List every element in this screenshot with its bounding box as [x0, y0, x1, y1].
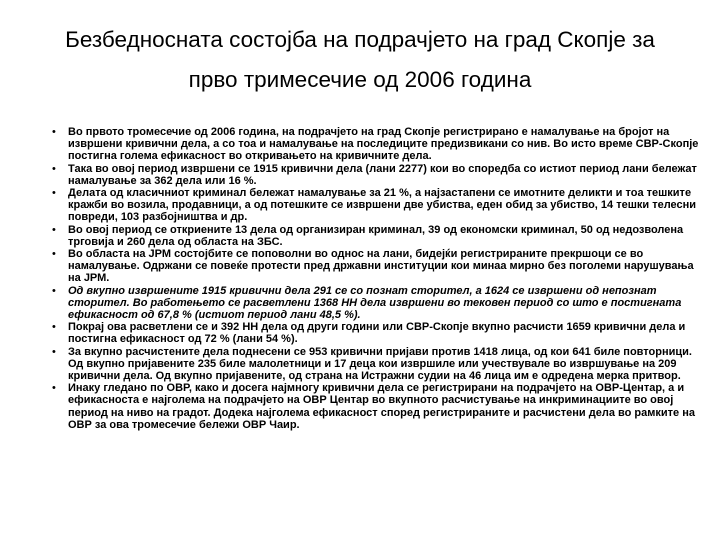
bullet-text: Инаку гледано по ОВР, како и досега најмногу кривични дела се регистрирани на подрачјето на ОВР-Центар, а и ефикасноста е најголема на подрачјето на ОВР Центар во вкупното расчистување на инкриминациите во овој период на ниво на градот. Додека најголема ефикасност според регистрираните и расчистени дела во рамките на ОВР за ова тромесечие бележи ОВР Чаир.: [68, 382, 695, 431]
bullet-dot-icon: •: [52, 382, 56, 395]
bullet-list: [48, 126, 708, 431]
bullet-dot-icon: •: [52, 187, 56, 200]
bullet-dot-icon: •: [52, 248, 56, 261]
bullet-text: Така во овој период извршени се 1915 кривични дела (лани 2277) кои во споредба со истиот период лани бележат намалување за 362 дела или 16 %.: [68, 162, 697, 187]
bullet-item: [48, 321, 708, 345]
bullet-item: [48, 285, 708, 322]
bullet-text: Во овој период се откриените 13 дела од организиран криминал, 39 од економски криминал, 50 од недозволена трговија и 260 дела од областа на ЗБС.: [68, 223, 684, 248]
bullet-text: Во првото тромесечие од 2006 година, на подрачјето на град Скопје регистрирано е намалување на бројот на извршени кривични дела, а со тоа и намалување на последиците предизвикани со нив. Во исто време СВР-Скопје постигна голема ефикасност во откривањето на кривичните дела.: [68, 126, 699, 163]
bullet-text: Делата од класичниот криминал бележат намалување за 21 %, а најзастапени се имотните деликти и тоа тешките кражби во возила, продавници, а од потешките се извршени две убиства, еден обид за убиство, 14 тешки телесни повреди, 103 разбојништва и др.: [68, 187, 697, 224]
bullet-dot-icon: •: [52, 162, 56, 175]
bullet-text: Од вкупно извршените 1915 кривични дела 291 се со познат сторител, а 1624 се извршени од непознат сторител. Во работењето се расветлени 1368 НН дела извршени во тековен период со што е постигната ефикасност од 67,8 % (истиот период лани 48,5 %).: [68, 284, 682, 322]
bullet-dot-icon: •: [52, 126, 56, 138]
bullet-text: Покрај ова расветлени се и 392 НН дела од други години или СВР-Скопје вкупно расчисти 1659 кривични дела и постигна ефикасност од 72 % (лани 54 %).: [68, 321, 686, 346]
bullet-dot-icon: •: [52, 223, 56, 236]
slide-title-line-2: прво тримесечие од 2006 година: [188, 67, 532, 92]
bullet-item: [48, 187, 708, 224]
bullet-text: Во областа на ЈРМ состојбите се поповолни во однос на лани, бидејќи регистрираните прекршоци се во намалување. Одржани се повеќе протести пред државни институции кои минаа мирно без поголеми нарушувања на ЈРМ.: [68, 248, 694, 285]
bullet-dot-icon: •: [52, 345, 56, 358]
slide-title: [30, 20, 690, 100]
slide-title-line-1: Безбедносната состојба на подрачјето на град Скопје за: [65, 27, 655, 52]
bullet-dot-icon: •: [52, 321, 56, 334]
bullet-item: [48, 248, 708, 285]
bullet-item: [48, 382, 708, 431]
bullet-dot-icon: •: [52, 284, 56, 297]
bullet-item: [48, 346, 708, 383]
bullet-item: [48, 126, 708, 163]
bullet-text: За вкупно расчистените дела поднесени се 953 кривични пријави против 1418 лица, од кои 641 биле повторници. Од вкупно пријавените 235 биле малолетници и 17 деца кои извршиле или учествувале во извршување на 209 кривични дела. Од вкупно пријавените, од страна на Истражни судии на 46 лица им е одредена мерка притвор.: [68, 345, 692, 383]
bullet-item: [48, 163, 708, 187]
bullet-item: [48, 224, 708, 248]
slide-content: [48, 126, 708, 431]
